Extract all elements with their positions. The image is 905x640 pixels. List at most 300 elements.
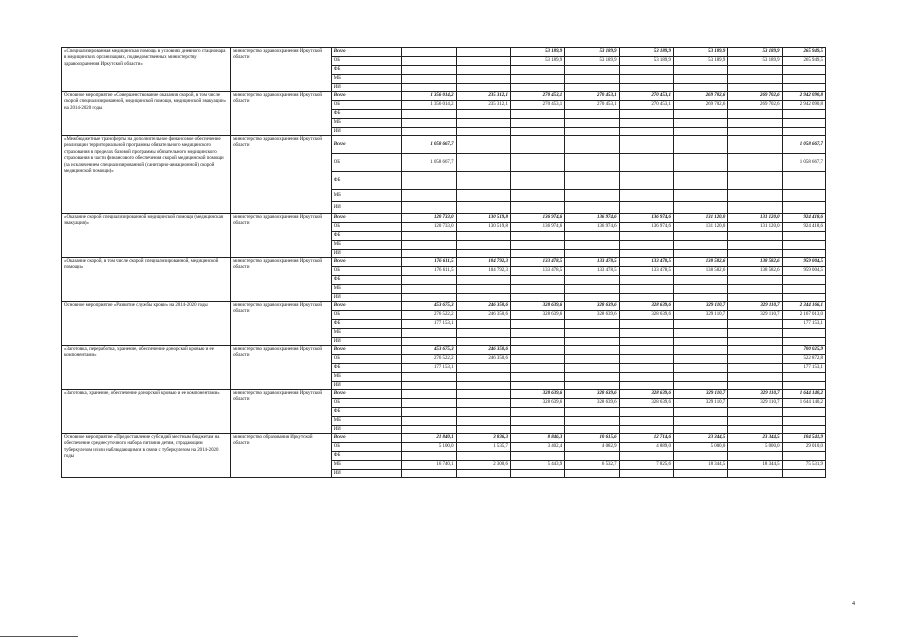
funding-source-label: ФБ <box>331 172 401 190</box>
amount-cell <box>673 84 727 92</box>
amount-cell: 177 153,1 <box>402 320 456 329</box>
page-number: 4 <box>852 601 855 607</box>
amount-cell <box>402 110 456 119</box>
amount-cell <box>728 136 782 154</box>
amount-cell <box>673 408 727 417</box>
amount-cell: 53 189,9 <box>565 48 619 57</box>
total-amount-cell <box>782 241 825 250</box>
amount-cell <box>510 294 564 302</box>
amount-cell <box>673 417 727 426</box>
amount-cell <box>456 84 510 92</box>
total-amount-cell <box>782 75 825 84</box>
amount-cell: 133 478,5 <box>619 258 673 267</box>
amount-cell <box>619 470 673 478</box>
amount-cell <box>510 84 564 92</box>
funding-source-label: ОБ <box>331 101 401 110</box>
amount-cell <box>728 190 782 202</box>
amount-cell <box>565 329 619 338</box>
amount-cell: 328 639,6 <box>619 399 673 408</box>
amount-cell <box>456 338 510 346</box>
responsible-executor: министерство здравоохранения Иркутской области <box>231 48 332 92</box>
amount-cell <box>565 241 619 250</box>
amount-cell <box>456 294 510 302</box>
amount-cell <box>565 84 619 92</box>
amount-cell: 131 120,0 <box>728 223 782 232</box>
amount-cell <box>456 119 510 128</box>
amount-cell <box>402 57 456 66</box>
amount-cell: 176 611,5 <box>402 267 456 276</box>
total-amount-cell <box>782 285 825 294</box>
measure-description: «Межбюджетные трансферты на дополнительное финансовое обеспечение реализации территориальной программы обязательного медицинского страхования в пределах базовой программы обязательного медицинского страхования в части финансового обеспечения скорой медицинской помощи (за исключением специализированной (санитарно-авиационной) скорой медицинской помощи)» <box>62 136 231 214</box>
amount-cell <box>565 338 619 346</box>
amount-cell: 246 350,6 <box>456 311 510 320</box>
amount-cell <box>456 329 510 338</box>
table-row <box>62 48 826 57</box>
amount-cell <box>619 452 673 461</box>
funding-source-label: Всего <box>331 48 401 57</box>
amount-cell <box>673 128 727 136</box>
amount-cell <box>402 373 456 382</box>
amount-cell <box>565 470 619 478</box>
amount-cell: 7 825,6 <box>619 461 673 470</box>
amount-cell: 136 974,6 <box>565 214 619 223</box>
amount-cell <box>402 426 456 434</box>
funding-source-label: МБ <box>331 285 401 294</box>
funding-source-label: ИИ <box>331 470 401 478</box>
amount-cell <box>565 355 619 364</box>
amount-cell: 329 110,7 <box>673 390 727 399</box>
amount-cell <box>673 382 727 390</box>
funding-source-label: Всего <box>331 136 401 154</box>
amount-cell <box>673 75 727 84</box>
amount-cell <box>728 346 782 355</box>
amount-cell <box>510 373 564 382</box>
amount-cell <box>510 320 564 329</box>
amount-cell: 53 189,9 <box>619 48 673 57</box>
amount-cell: 1 356 014,2 <box>402 101 456 110</box>
amount-cell <box>619 338 673 346</box>
amount-cell <box>402 452 456 461</box>
amount-cell: 23 344,5 <box>728 434 782 443</box>
responsible-executor: министерство здравоохранения Иркутской области <box>231 390 332 434</box>
amount-cell <box>728 110 782 119</box>
amount-cell <box>619 417 673 426</box>
amount-cell <box>565 346 619 355</box>
total-amount-cell: 959 004,5 <box>782 267 825 276</box>
amount-cell <box>402 338 456 346</box>
amount-cell <box>673 426 727 434</box>
amount-cell <box>565 110 619 119</box>
amount-cell <box>402 172 456 190</box>
table-row <box>62 214 826 223</box>
total-amount-cell: 700 025,9 <box>782 346 825 355</box>
funding-source-label: ФБ <box>331 110 401 119</box>
responsible-executor: министерство здравоохранения Иркутской области <box>231 136 332 214</box>
amount-cell: 133 478,5 <box>619 267 673 276</box>
amount-cell <box>728 119 782 128</box>
amount-cell <box>456 66 510 75</box>
total-amount-cell <box>782 408 825 417</box>
amount-cell: 133 478,5 <box>565 267 619 276</box>
amount-cell: 138 582,6 <box>728 258 782 267</box>
amount-cell <box>510 329 564 338</box>
amount-cell <box>565 408 619 417</box>
funding-source-label: МБ <box>331 190 401 202</box>
responsible-executor: министерство здравоохранения Иркутской области <box>231 302 332 346</box>
amount-cell: 328 639,6 <box>510 302 564 311</box>
measure-description: «Оказание скорой специализированной медицинской помощи (медицинская эвакуация)» <box>62 214 231 258</box>
amount-cell <box>510 154 564 172</box>
budget-table-body <box>62 48 826 478</box>
amount-cell: 453 675,3 <box>402 302 456 311</box>
total-amount-cell: 2 942 090,8 <box>782 92 825 101</box>
amount-cell: 270 453,1 <box>510 92 564 101</box>
total-amount-cell <box>782 276 825 285</box>
amount-cell <box>510 417 564 426</box>
amount-cell <box>728 250 782 258</box>
amount-cell <box>510 364 564 373</box>
amount-cell: 131 120,0 <box>673 214 727 223</box>
amount-cell: 270 453,1 <box>565 101 619 110</box>
amount-cell: 5 000,0 <box>728 443 782 452</box>
amount-cell: 21 840,1 <box>402 434 456 443</box>
footer-rule <box>0 636 78 637</box>
amount-cell <box>619 285 673 294</box>
amount-cell: 133 478,5 <box>510 267 564 276</box>
amount-cell: 246 350,6 <box>456 302 510 311</box>
total-amount-cell <box>782 84 825 92</box>
amount-cell <box>619 128 673 136</box>
total-amount-cell: 177 153,1 <box>782 320 825 329</box>
amount-cell <box>456 417 510 426</box>
amount-cell: 53 189,9 <box>673 48 727 57</box>
funding-source-label: ОБ <box>331 355 401 364</box>
amount-cell: 120 733,0 <box>402 223 456 232</box>
total-amount-cell: 1 058 667,7 <box>782 136 825 154</box>
total-amount-cell <box>782 417 825 426</box>
total-amount-cell: 1 644 140,2 <box>782 399 825 408</box>
amount-cell: 4 082,9 <box>565 443 619 452</box>
total-amount-cell <box>782 250 825 258</box>
amount-cell: 235 312,1 <box>456 92 510 101</box>
total-amount-cell <box>782 190 825 202</box>
amount-cell: 329 110,7 <box>673 302 727 311</box>
measure-description: «Оказание скорой, в том числе скорой специализированной, медицинской помощи» <box>62 258 231 302</box>
amount-cell <box>402 241 456 250</box>
amount-cell <box>510 470 564 478</box>
amount-cell <box>510 232 564 241</box>
amount-cell <box>619 320 673 329</box>
amount-cell: 53 189,9 <box>510 57 564 66</box>
amount-cell <box>510 119 564 128</box>
funding-source-label: Всего <box>331 346 401 355</box>
amount-cell <box>619 172 673 190</box>
amount-cell <box>510 172 564 190</box>
amount-cell <box>728 84 782 92</box>
amount-cell: 23 344,5 <box>673 434 727 443</box>
amount-cell <box>565 172 619 190</box>
amount-cell: 246 350,6 <box>456 346 510 355</box>
funding-source-label: МБ <box>331 119 401 128</box>
table-row <box>62 136 826 154</box>
amount-cell <box>728 355 782 364</box>
funding-source-label: ФБ <box>331 408 401 417</box>
amount-cell: 5 443,9 <box>510 461 564 470</box>
funding-source-label: ФБ <box>331 320 401 329</box>
amount-cell <box>510 382 564 390</box>
amount-cell: 328 639,6 <box>565 311 619 320</box>
funding-source-label: ФБ <box>331 232 401 241</box>
funding-source-label: Всего <box>331 390 401 399</box>
amount-cell <box>673 241 727 250</box>
measure-description: «Заготовка, хранение, обеспечение донорской кровью и ее компонентами» <box>62 390 231 434</box>
amount-cell <box>728 382 782 390</box>
amount-cell <box>673 66 727 75</box>
amount-cell <box>728 408 782 417</box>
amount-cell <box>673 136 727 154</box>
total-amount-cell <box>782 119 825 128</box>
amount-cell <box>565 373 619 382</box>
funding-source-label: ИИ <box>331 250 401 258</box>
amount-cell: 12 714,6 <box>619 434 673 443</box>
amount-cell <box>728 232 782 241</box>
funding-source-label: ИИ <box>331 84 401 92</box>
amount-cell <box>456 241 510 250</box>
amount-cell <box>510 128 564 136</box>
amount-cell: 270 453,1 <box>565 92 619 101</box>
amount-cell: 328 639,6 <box>510 399 564 408</box>
funding-source-label: МБ <box>331 329 401 338</box>
amount-cell <box>402 48 456 57</box>
responsible-executor: министерство образования Иркутской области <box>231 434 332 478</box>
amount-cell <box>619 294 673 302</box>
amount-cell <box>565 382 619 390</box>
amount-cell <box>565 128 619 136</box>
amount-cell: 328 639,6 <box>510 311 564 320</box>
total-amount-cell <box>782 373 825 382</box>
amount-cell <box>456 57 510 66</box>
amount-cell: 329 110,7 <box>728 399 782 408</box>
amount-cell: 2 300,6 <box>456 461 510 470</box>
total-amount-cell <box>782 128 825 136</box>
amount-cell <box>456 285 510 294</box>
amount-cell <box>619 373 673 382</box>
funding-source-label: МБ <box>331 373 401 382</box>
amount-cell: 10 615,6 <box>565 434 619 443</box>
amount-cell <box>619 382 673 390</box>
amount-cell <box>402 202 456 214</box>
amount-cell <box>402 470 456 478</box>
amount-cell: 269 702,6 <box>673 92 727 101</box>
total-amount-cell: 959 004,5 <box>782 258 825 267</box>
table-row <box>62 434 826 443</box>
amount-cell: 6 532,7 <box>565 461 619 470</box>
amount-cell <box>728 470 782 478</box>
amount-cell <box>456 250 510 258</box>
amount-cell <box>673 285 727 294</box>
funding-source-label: ИИ <box>331 294 401 302</box>
amount-cell <box>565 250 619 258</box>
amount-cell: 130 519,8 <box>456 214 510 223</box>
funding-source-label: ИИ <box>331 202 401 214</box>
amount-cell <box>402 119 456 128</box>
budget-table <box>61 47 826 478</box>
amount-cell: 453 675,3 <box>402 346 456 355</box>
total-amount-cell: 1 058 667,7 <box>782 154 825 172</box>
amount-cell: 131 120,0 <box>728 214 782 223</box>
amount-cell <box>565 320 619 329</box>
amount-cell <box>456 48 510 57</box>
amount-cell <box>402 128 456 136</box>
amount-cell <box>510 452 564 461</box>
measure-description: Основное мероприятие «Развитие службы крови» на 2014-2020 годы <box>62 302 231 346</box>
amount-cell <box>402 276 456 285</box>
funding-source-label: ФБ <box>331 276 401 285</box>
amount-cell <box>510 241 564 250</box>
amount-cell: 5 000,0 <box>673 443 727 452</box>
measure-description: «Заготовка, переработка, хранение, обеспечение донорской кровью и ее компонентами» <box>62 346 231 390</box>
amount-cell: 104 792,3 <box>456 258 510 267</box>
amount-cell <box>402 329 456 338</box>
total-amount-cell: 2 942 090,8 <box>782 101 825 110</box>
amount-cell <box>619 250 673 258</box>
amount-cell <box>456 426 510 434</box>
amount-cell <box>510 66 564 75</box>
amount-cell <box>619 190 673 202</box>
amount-cell: 18 344,5 <box>728 461 782 470</box>
funding-source-label: ИИ <box>331 382 401 390</box>
amount-cell <box>619 276 673 285</box>
funding-source-label: ФБ <box>331 452 401 461</box>
total-amount-cell: 177 153,1 <box>782 364 825 373</box>
amount-cell: 120 733,0 <box>402 214 456 223</box>
amount-cell <box>565 364 619 373</box>
amount-cell: 138 582,6 <box>673 267 727 276</box>
amount-cell <box>673 119 727 128</box>
amount-cell <box>565 294 619 302</box>
amount-cell <box>728 329 782 338</box>
amount-cell: 16 740,1 <box>402 461 456 470</box>
funding-source-label: ОБ <box>331 399 401 408</box>
amount-cell <box>673 250 727 258</box>
amount-cell: 246 350,6 <box>456 355 510 364</box>
amount-cell: 328 639,6 <box>565 302 619 311</box>
amount-cell <box>456 136 510 154</box>
amount-cell <box>728 202 782 214</box>
amount-cell <box>456 373 510 382</box>
amount-cell <box>673 202 727 214</box>
amount-cell <box>456 154 510 172</box>
total-amount-cell: 75 531,9 <box>782 461 825 470</box>
amount-cell: 329 110,7 <box>728 390 782 399</box>
amount-cell <box>402 399 456 408</box>
amount-cell <box>619 241 673 250</box>
responsible-executor: министерство здравоохранения Иркутской области <box>231 92 332 136</box>
funding-source-label: Всего <box>331 434 401 443</box>
funding-source-label: Всего <box>331 214 401 223</box>
amount-cell <box>510 75 564 84</box>
total-amount-cell: 924 418,6 <box>782 214 825 223</box>
amount-cell <box>456 452 510 461</box>
amount-cell <box>565 136 619 154</box>
budget-table-page <box>61 47 826 478</box>
funding-source-label: ИИ <box>331 426 401 434</box>
funding-source-label: ИИ <box>331 338 401 346</box>
responsible-executor: министерство здравоохранения Иркутской области <box>231 214 332 258</box>
amount-cell <box>402 294 456 302</box>
amount-cell <box>456 470 510 478</box>
amount-cell: 329 110,7 <box>673 399 727 408</box>
total-amount-cell <box>782 202 825 214</box>
amount-cell: 131 120,0 <box>673 223 727 232</box>
amount-cell <box>510 338 564 346</box>
amount-cell <box>673 329 727 338</box>
amount-cell <box>402 232 456 241</box>
amount-cell <box>619 355 673 364</box>
amount-cell <box>728 338 782 346</box>
amount-cell <box>402 190 456 202</box>
amount-cell <box>619 66 673 75</box>
amount-cell <box>728 285 782 294</box>
table-row <box>62 390 826 399</box>
funding-source-label: Всего <box>331 302 401 311</box>
amount-cell: 235 312,1 <box>456 101 510 110</box>
amount-cell: 136 974,6 <box>510 214 564 223</box>
measure-description: Основное мероприятие «Предоставление субсидий местным бюджетам на обеспечение среднесуточного набора питания детям, страдающим туберкулезом и/или наблюдающимся в связи с туберкулезом на 2014-2020 годы <box>62 434 231 478</box>
amount-cell <box>728 241 782 250</box>
amount-cell: 104 792,3 <box>456 267 510 276</box>
amount-cell <box>402 66 456 75</box>
amount-cell <box>728 452 782 461</box>
total-amount-cell <box>782 426 825 434</box>
amount-cell <box>673 110 727 119</box>
amount-cell: 4 889,0 <box>619 443 673 452</box>
amount-cell <box>510 355 564 364</box>
amount-cell: 136 974,6 <box>565 223 619 232</box>
amount-cell <box>673 232 727 241</box>
table-row <box>62 346 826 355</box>
amount-cell <box>456 276 510 285</box>
amount-cell <box>456 320 510 329</box>
amount-cell <box>619 426 673 434</box>
amount-cell: 53 189,9 <box>565 57 619 66</box>
amount-cell <box>619 84 673 92</box>
amount-cell: 53 189,9 <box>728 57 782 66</box>
total-amount-cell: 29 010,0 <box>782 443 825 452</box>
total-amount-cell <box>782 329 825 338</box>
amount-cell: 133 478,5 <box>510 258 564 267</box>
amount-cell <box>565 276 619 285</box>
amount-cell: 329 110,7 <box>728 311 782 320</box>
amount-cell: 328 639,6 <box>619 311 673 320</box>
amount-cell <box>673 172 727 190</box>
amount-cell <box>510 426 564 434</box>
total-amount-cell <box>782 294 825 302</box>
amount-cell <box>456 128 510 136</box>
amount-cell <box>402 285 456 294</box>
amount-cell: 329 110,7 <box>673 311 727 320</box>
total-amount-cell: 2 344 166,1 <box>782 302 825 311</box>
total-amount-cell <box>782 66 825 75</box>
amount-cell <box>402 417 456 426</box>
amount-cell <box>728 320 782 329</box>
funding-source-label: ОБ <box>331 267 401 276</box>
total-amount-cell: 1 644 140,2 <box>782 390 825 399</box>
funding-source-label: МБ <box>331 75 401 84</box>
total-amount-cell: 265 949,5 <box>782 57 825 66</box>
funding-source-label: Всего <box>331 258 401 267</box>
amount-cell <box>456 399 510 408</box>
